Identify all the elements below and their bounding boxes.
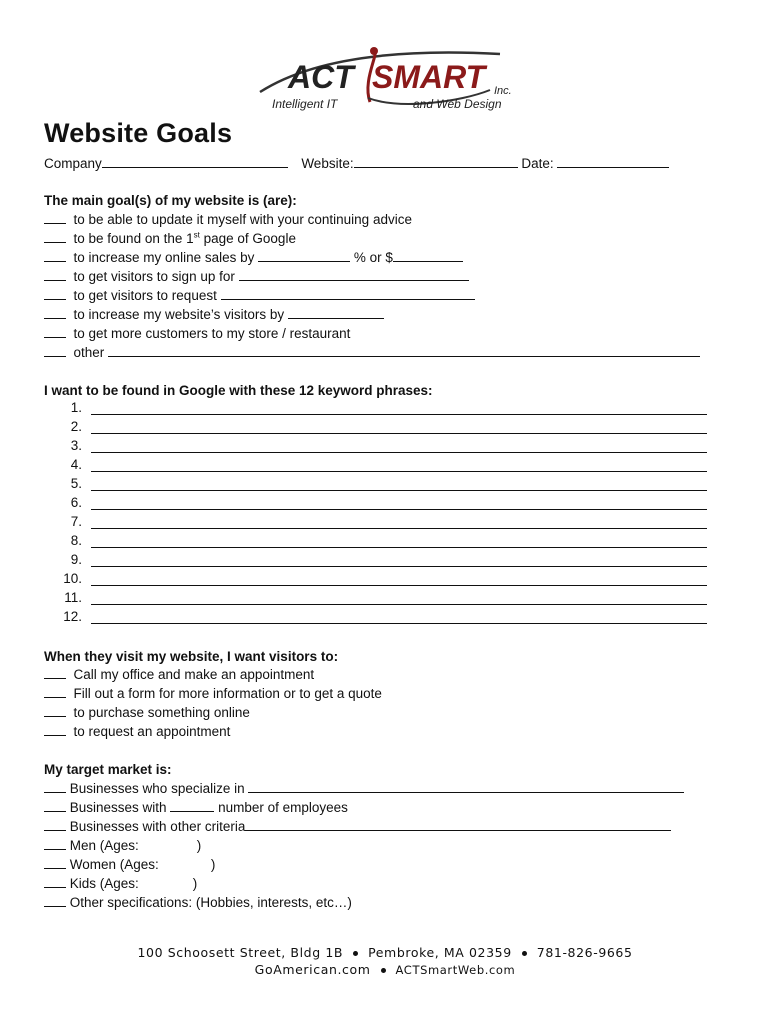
footer-city: Pembroke, MA 02359	[368, 945, 512, 960]
logo-brand-smart: SMART	[372, 59, 486, 95]
visitors-heading: When they visit my website, I want visitors to:	[44, 649, 339, 664]
goal-check-blank[interactable]	[44, 210, 66, 224]
market-item: Men (Ages: )	[44, 836, 201, 855]
signup-field[interactable]	[239, 267, 469, 281]
logo-tagline-right: and Web Design	[413, 97, 502, 111]
logo-suffix: Inc.	[494, 85, 512, 97]
keyword-row[interactable]: 11.	[44, 590, 714, 609]
goal-item: other	[44, 343, 700, 362]
goal-check-blank[interactable]	[44, 229, 66, 243]
keyword-row[interactable]: 1.	[44, 400, 714, 419]
goal-item: to be able to update it myself with your continuing advice	[44, 210, 412, 229]
keyword-row[interactable]: 3.	[44, 438, 714, 457]
keyword-row[interactable]: 2.	[44, 419, 714, 438]
bullet-icon	[381, 968, 386, 973]
keyword-row[interactable]: 12.	[44, 609, 714, 628]
goal-item: to increase my online sales by % or $	[44, 248, 463, 267]
goal-item: to get visitors to sign up for	[44, 267, 469, 286]
visitor-item: to request an appointment	[44, 722, 230, 741]
date-label: Date:	[521, 156, 554, 171]
sales-dollar-field[interactable]	[393, 248, 463, 262]
market-item: Kids (Ages: )	[44, 874, 197, 893]
keyword-row[interactable]: 8.	[44, 533, 714, 552]
footer-address: 100 Schoosett Street, Bldg 1B	[137, 945, 344, 960]
keyword-row[interactable]: 7.	[44, 514, 714, 533]
goal-check-blank[interactable]	[44, 267, 66, 281]
market-check-blank[interactable]	[44, 779, 66, 793]
market-item: Businesses with other criteria	[44, 817, 671, 836]
actsmart-logo-graphic	[250, 40, 525, 120]
request-field[interactable]	[221, 286, 475, 300]
website-label: Website:	[301, 156, 354, 171]
logo-tagline-left: Intelligent IT	[272, 97, 338, 111]
other-criteria-field[interactable]	[245, 817, 671, 831]
footer-address-line	[0, 945, 770, 960]
logo-brand-act: ACT	[288, 59, 354, 95]
company-label: Company	[44, 156, 102, 171]
keyword-row[interactable]: 5.	[44, 476, 714, 495]
market-check-blank[interactable]	[44, 893, 66, 907]
header-fields-row	[44, 154, 669, 173]
bullet-icon	[522, 951, 527, 956]
keyword-row[interactable]: 4.	[44, 457, 714, 476]
market-item: Businesses with number of employees	[44, 798, 348, 817]
footer-site-goamerican[interactable]: GoAmerican.com	[254, 962, 371, 977]
footer-sites-line	[0, 962, 770, 977]
visitor-check-blank[interactable]	[44, 684, 66, 698]
goal-item: to get more customers to my store / restaurant	[44, 324, 350, 343]
goal-check-blank[interactable]	[44, 324, 66, 338]
goal-item: to get visitors to request	[44, 286, 475, 305]
market-item: Businesses who specialize in	[44, 779, 684, 798]
visitor-check-blank[interactable]	[44, 722, 66, 736]
market-heading: My target market is:	[44, 762, 172, 777]
company-field[interactable]	[102, 154, 288, 168]
goal-check-blank[interactable]	[44, 248, 66, 262]
visitor-item: to purchase something online	[44, 703, 250, 722]
goal-check-blank[interactable]	[44, 305, 66, 319]
market-check-blank[interactable]	[44, 817, 66, 831]
keywords-heading: I want to be found in Google with these 12 keyword phrases:	[44, 383, 433, 398]
specialize-field[interactable]	[248, 779, 684, 793]
market-check-blank[interactable]	[44, 798, 66, 812]
bullet-icon	[353, 951, 358, 956]
visitor-check-blank[interactable]	[44, 703, 66, 717]
goal-item: to increase my website’s visitors by	[44, 305, 384, 324]
page-title: Website Goals	[44, 118, 233, 148]
visitor-check-blank[interactable]	[44, 665, 66, 679]
visitors-increase-field[interactable]	[288, 305, 384, 319]
goals-heading: The main goal(s) of my website is (are):	[44, 193, 297, 208]
keyword-row[interactable]: 9.	[44, 552, 714, 571]
visitor-item: Call my office and make an appointment	[44, 665, 314, 684]
goal-check-blank[interactable]	[44, 286, 66, 300]
sales-percent-field[interactable]	[258, 248, 350, 262]
website-field[interactable]	[354, 154, 518, 168]
market-check-blank[interactable]	[44, 874, 66, 888]
footer-site-actsmart[interactable]: ACTSmartWeb.com	[395, 963, 516, 977]
market-check-blank[interactable]	[44, 836, 66, 850]
goal-check-blank[interactable]	[44, 343, 66, 357]
other-goal-field[interactable]	[108, 343, 700, 357]
company-logo	[250, 40, 525, 120]
keyword-row[interactable]: 6.	[44, 495, 714, 514]
employees-field[interactable]	[170, 798, 214, 812]
date-field[interactable]	[557, 154, 669, 168]
market-item: Women (Ages: )	[44, 855, 215, 874]
goal-item: to be found on the 1st page of Google	[44, 229, 296, 248]
footer-phone: 781-826-9665	[536, 945, 633, 960]
visitor-item: Fill out a form for more information or to get a quote	[44, 684, 382, 703]
keyword-row[interactable]: 10.	[44, 571, 714, 590]
market-check-blank[interactable]	[44, 855, 66, 869]
market-item: Other specifications: (Hobbies, interests, etc…)	[44, 893, 352, 912]
